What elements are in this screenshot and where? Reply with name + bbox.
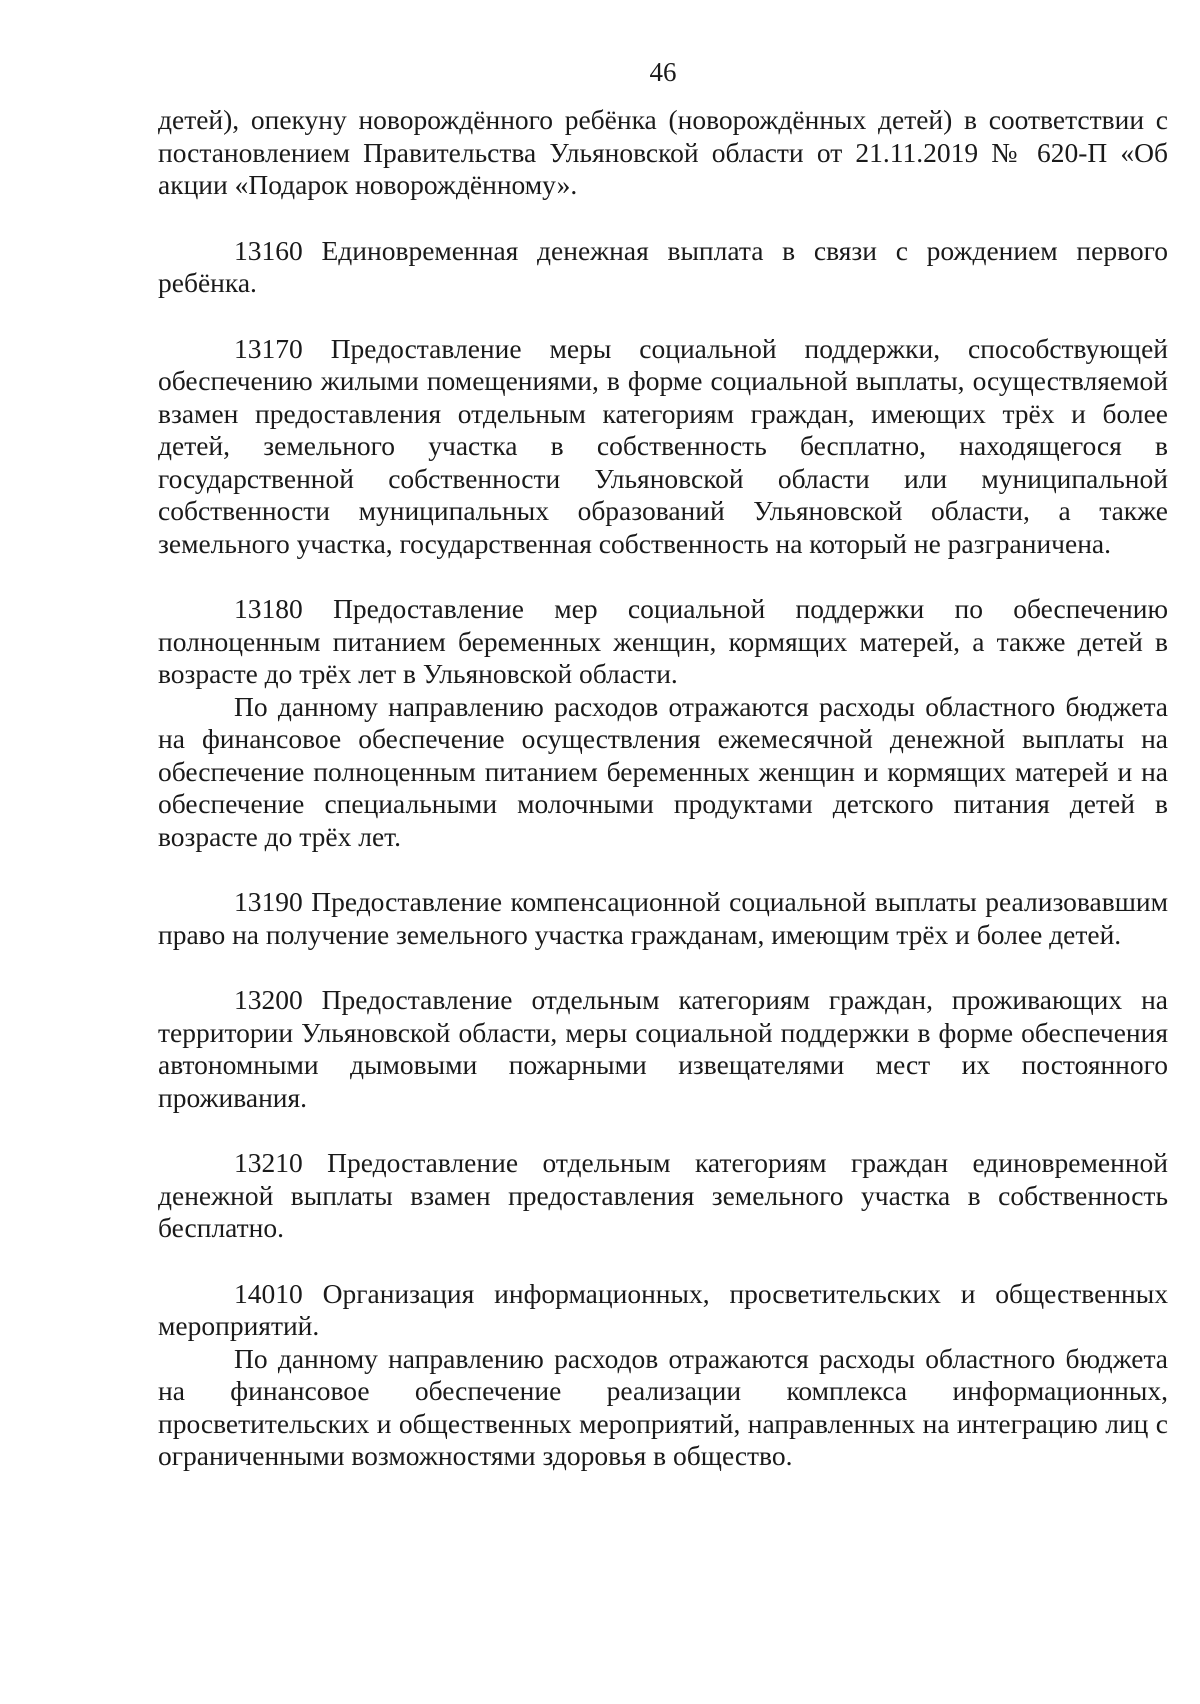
document-page <box>158 56 1168 1473</box>
paragraph: 14010 Организация информационных, просветительских и общественных мероприятий. <box>158 1277 1168 1341</box>
paragraph: 13190 Предоставление компенсационной социальной выплаты реализовавшим право на получение земельного участка гражданам, имеющим трёх и более детей. <box>158 886 1168 950</box>
paragraph: 13210 Предоставление отдельным категориям граждан единовременной денежной выплаты взамен предоставления земельного участка в собственность бесплатно. <box>158 1147 1168 1243</box>
paragraph: 13180 Предоставление мер социальной поддержки по обеспечению полноценным питанием беременных женщин, кормящих матерей, а также детей в возрасте до трёх лет в Ульяновской области. <box>158 593 1168 689</box>
paragraph: По данному направлению расходов отражаются расходы областного бюджета на финансовое обеспечение реализации комплекса информационных, просветительских и общественных мероприятий, направленных на интеграцию лиц с ограниченными возможностями здоровья в общество. <box>158 1342 1168 1471</box>
paragraph: По данному направлению расходов отражаются расходы областного бюджета на финансовое обеспечение осуществления ежемесячной денежной выплаты на обеспечение полноценным питанием беременных женщин и кормящих матерей и на обеспечение специальными молочными продуктами детского питания детей в возрасте до трёх лет. <box>158 690 1168 852</box>
page-number: 46 <box>649 57 677 87</box>
paragraph: 13200 Предоставление отдельным категориям граждан, проживающих на территории Ульяновской области, меры социальной поддержки в форме обеспечения автономными дымовыми пожарными извещателями мест их постоянного проживания. <box>158 984 1168 1113</box>
document-body <box>158 104 1168 1473</box>
paragraph: 13170 Предоставление меры социальной поддержки, способствующей обеспечению жилыми помещениями, в форме социальной выплаты, осуществляемой взамен предоставления отдельным категориям граждан, имеющих трёх и более детей, земельного участка в собственность бесплатно, находящегося в государственной собственности Ульяновской области или муниципальной собственности муниципальных образований Ульяновской области, а также земельного участка, государственная собственность на который не разграничена. <box>158 332 1168 559</box>
paragraph: 13160 Единовременная денежная выплата в связи с рождением первого ребёнка. <box>158 234 1168 298</box>
paragraph: детей), опекуну новорождённого ребёнка (новорождённых детей) в соответствии с постановлением Правительства Ульяновской области от 21.11.2019 № 620-П «Об акции «Подарок новорождённому». <box>158 104 1168 200</box>
